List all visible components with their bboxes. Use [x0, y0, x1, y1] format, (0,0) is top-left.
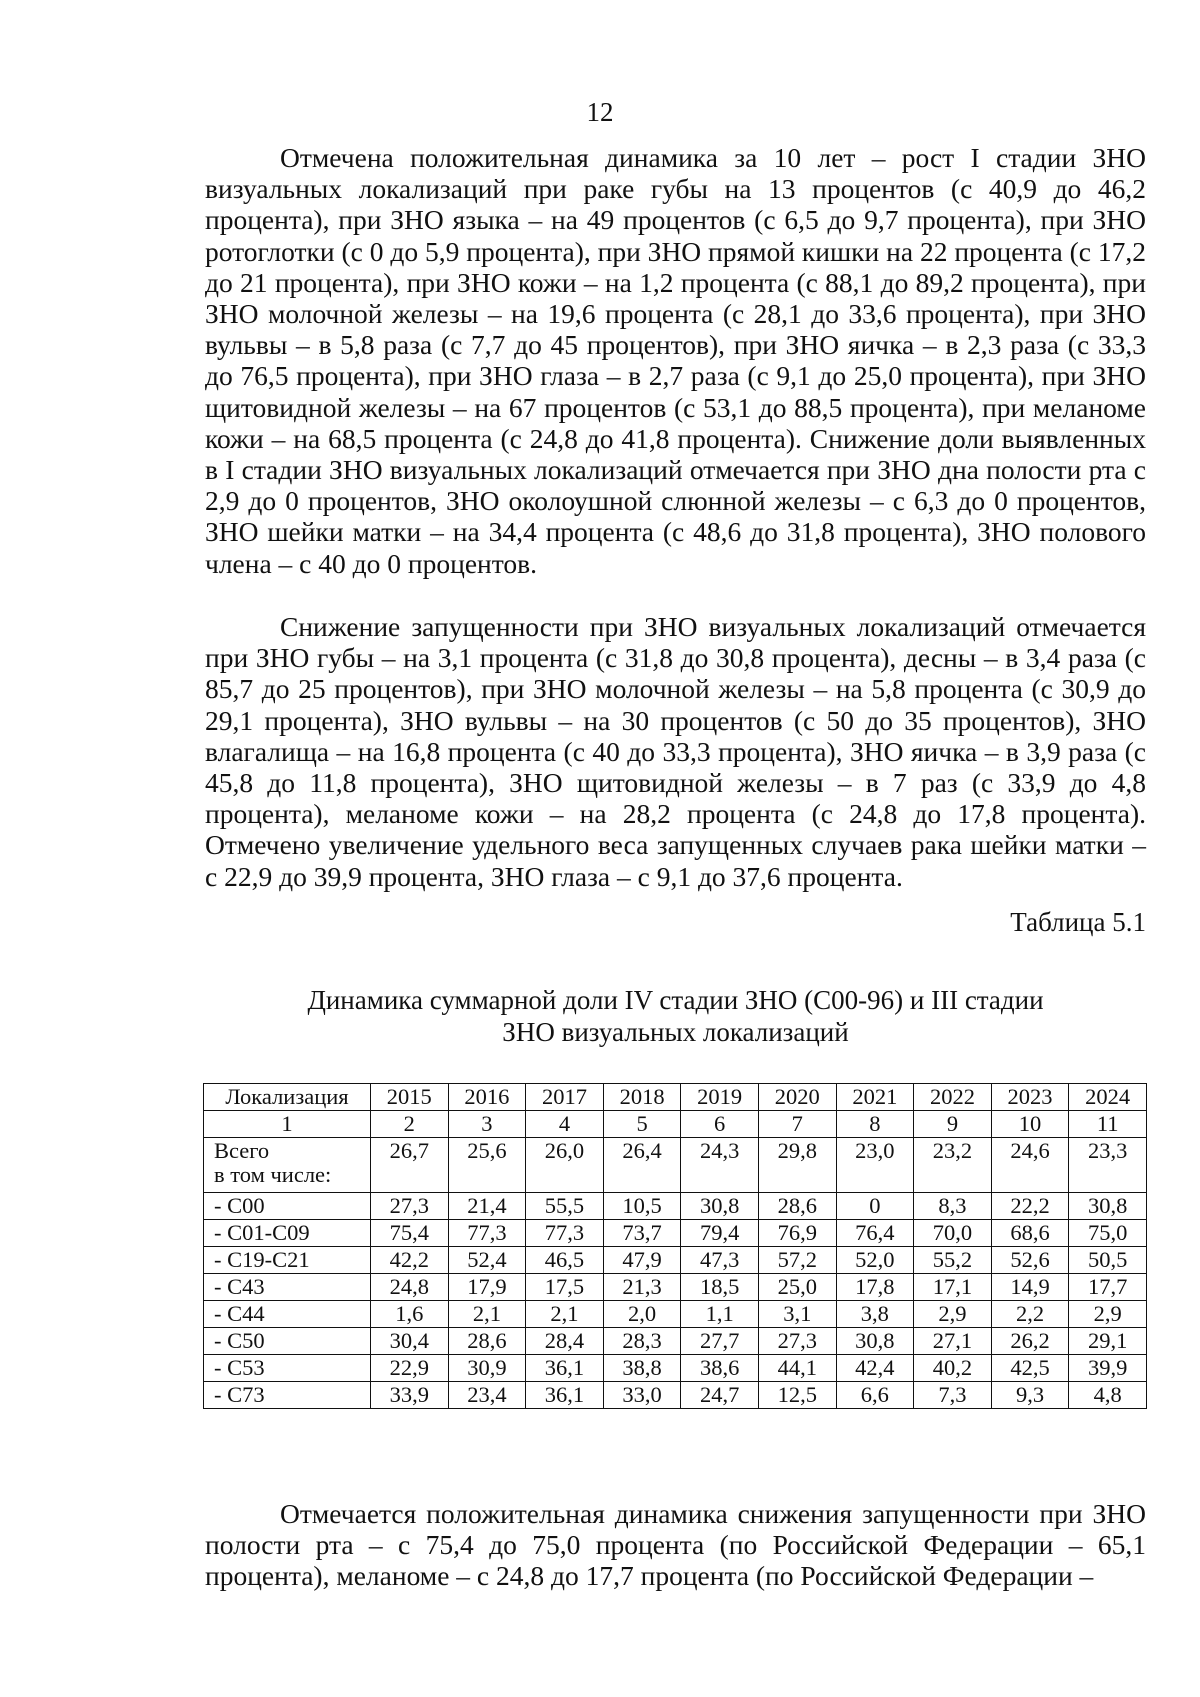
table-cell: 77,3 — [526, 1220, 604, 1247]
table-cell: 46,5 — [526, 1247, 604, 1274]
table-cell: 77,3 — [448, 1220, 526, 1247]
table-cell: 3,1 — [758, 1301, 836, 1328]
table-row — [204, 1355, 1147, 1382]
table-cell: 0 — [836, 1193, 914, 1220]
table-cell: 52,6 — [991, 1247, 1069, 1274]
table-cell: 42,4 — [836, 1355, 914, 1382]
table-cell: 24,6 — [991, 1138, 1069, 1193]
row-label-total — [204, 1138, 371, 1193]
table-cell: 25,0 — [758, 1274, 836, 1301]
table-cell: 33,0 — [603, 1382, 681, 1409]
table-cell: 52,0 — [836, 1247, 914, 1274]
table-cell: 23,2 — [914, 1138, 992, 1193]
table-cell: 22,2 — [991, 1193, 1069, 1220]
table-cell: 2,0 — [603, 1301, 681, 1328]
column-number-cell: 2 — [371, 1111, 449, 1138]
data-table — [203, 1083, 1147, 1409]
table-cell: 1,6 — [371, 1301, 449, 1328]
header-cell-year: 2023 — [991, 1084, 1069, 1111]
header-cell-localization: Локализация — [204, 1084, 371, 1111]
table-cell: 75,0 — [1069, 1220, 1147, 1247]
row-label: - С19-С21 — [204, 1247, 371, 1274]
table-cell: 3,8 — [836, 1301, 914, 1328]
column-number-row — [204, 1111, 1147, 1138]
column-number-cell: 7 — [758, 1111, 836, 1138]
table-cell: 36,1 — [526, 1382, 604, 1409]
row-label: - С50 — [204, 1328, 371, 1355]
table-cell: 30,4 — [371, 1328, 449, 1355]
table-cell: 28,6 — [448, 1328, 526, 1355]
table-row — [204, 1247, 1147, 1274]
table-cell: 52,4 — [448, 1247, 526, 1274]
table-header-row — [204, 1084, 1147, 1111]
table-cell: 38,6 — [681, 1355, 759, 1382]
row-label: - С73 — [204, 1382, 371, 1409]
column-number-cell: 9 — [914, 1111, 992, 1138]
header-cell-year: 2016 — [448, 1084, 526, 1111]
table-cell: 23,4 — [448, 1382, 526, 1409]
table-cell: 9,3 — [991, 1382, 1069, 1409]
table-cell: 73,7 — [603, 1220, 681, 1247]
table-cell: 23,3 — [1069, 1138, 1147, 1193]
table-cell: 29,1 — [1069, 1328, 1147, 1355]
table-cell: 24,3 — [681, 1138, 759, 1193]
column-number-cell: 11 — [1069, 1111, 1147, 1138]
table-cell: 50,5 — [1069, 1247, 1147, 1274]
text-block-3 — [205, 1498, 1146, 1592]
table-cell: 24,7 — [681, 1382, 759, 1409]
table-cell: 42,2 — [371, 1247, 449, 1274]
table-cell: 79,4 — [681, 1220, 759, 1247]
header-cell-year: 2019 — [681, 1084, 759, 1111]
column-number-cell: 4 — [526, 1111, 604, 1138]
table-cell: 33,9 — [371, 1382, 449, 1409]
table-cell: 36,1 — [526, 1355, 604, 1382]
column-number-cell: 5 — [603, 1111, 681, 1138]
table-cell: 4,8 — [1069, 1382, 1147, 1409]
table-cell: 17,7 — [1069, 1274, 1147, 1301]
table-cell: 17,5 — [526, 1274, 604, 1301]
table-label: Таблица 5.1 — [1010, 907, 1146, 937]
table-cell: 24,8 — [371, 1274, 449, 1301]
table-title — [205, 984, 1146, 1048]
table-cell: 27,1 — [914, 1328, 992, 1355]
paragraph: Снижение запущенности при ЗНО визуальных локализаций отмечается при ЗНО губы – на 3,1 процента (с 31,8 до 30,8 процента), десны – в 3,4 раза (с 85,7 до 25 процентов), при ЗНО молочной железы – на 5,8 процента (с 30,9 до 29,1 процента), ЗНО вульвы – на 30 процентов (с 50 до 35 процентов), ЗНО влагалища – на 16,8 процента (с 40 до 33,3 процента), ЗНО яичка – в 3,9 раза (с 45,8 до 11,8 процента), ЗНО щитовидной железы – в 7 раз (с 33,9 до 4,8 процента), меланоме кожи – на 28,2 процента (с 24,8 до 17,8 процента). Отмечено увеличение удельного веса запущенных случаев рака шейки матки – с 22,9 до 39,9 процента, ЗНО глаза – с 9,1 до 37,6 процента. — [205, 611, 1146, 892]
text-block-1 — [205, 142, 1146, 579]
table-cell: 44,1 — [758, 1355, 836, 1382]
table-cell: 27,3 — [758, 1328, 836, 1355]
table-row — [204, 1382, 1147, 1409]
table-title-line: Динамика суммарной доли IV стадии ЗНО (С00-96) и III стадии — [307, 985, 1044, 1015]
table-cell: 76,4 — [836, 1220, 914, 1247]
row-label-line: Всего — [214, 1138, 270, 1163]
header-cell-year: 2022 — [914, 1084, 992, 1111]
column-number-cell: 3 — [448, 1111, 526, 1138]
table-row — [204, 1274, 1147, 1301]
column-number-cell: 1 — [204, 1111, 371, 1138]
table-cell: 42,5 — [991, 1355, 1069, 1382]
table-cell: 26,2 — [991, 1328, 1069, 1355]
table-cell: 21,3 — [603, 1274, 681, 1301]
table-cell: 30,8 — [1069, 1193, 1147, 1220]
header-cell-year: 2015 — [371, 1084, 449, 1111]
table-cell: 68,6 — [991, 1220, 1069, 1247]
page-number: 12 — [586, 97, 614, 127]
table-row — [204, 1301, 1147, 1328]
column-number-cell: 8 — [836, 1111, 914, 1138]
table-cell: 38,8 — [603, 1355, 681, 1382]
table-cell: 2,1 — [526, 1301, 604, 1328]
table-cell: 12,5 — [758, 1382, 836, 1409]
column-number-cell: 10 — [991, 1111, 1069, 1138]
table-cell: 30,8 — [836, 1328, 914, 1355]
table-cell: 10,5 — [603, 1193, 681, 1220]
table-cell: 22,9 — [371, 1355, 449, 1382]
table-cell: 17,8 — [836, 1274, 914, 1301]
table-cell: 2,9 — [1069, 1301, 1147, 1328]
table-title-line: ЗНО визуальных локализаций — [502, 1017, 849, 1047]
table-cell: 2,9 — [914, 1301, 992, 1328]
table-cell: 47,9 — [603, 1247, 681, 1274]
header-cell-year: 2018 — [603, 1084, 681, 1111]
table-cell: 1,1 — [681, 1301, 759, 1328]
table-cell: 8,3 — [914, 1193, 992, 1220]
row-label-line: в том числе: — [214, 1162, 332, 1187]
table-cell: 27,7 — [681, 1328, 759, 1355]
row-label: - С53 — [204, 1355, 371, 1382]
column-number-cell: 6 — [681, 1111, 759, 1138]
table-cell: 14,9 — [991, 1274, 1069, 1301]
row-label: - С43 — [204, 1274, 371, 1301]
table-cell: 28,6 — [758, 1193, 836, 1220]
row-label: - С01-С09 — [204, 1220, 371, 1247]
table-cell: 26,7 — [371, 1138, 449, 1193]
text-block-2 — [205, 611, 1146, 892]
table-cell: 2,2 — [991, 1301, 1069, 1328]
table-cell: 55,5 — [526, 1193, 604, 1220]
table-cell: 23,0 — [836, 1138, 914, 1193]
table-cell: 28,4 — [526, 1328, 604, 1355]
table-cell: 6,6 — [836, 1382, 914, 1409]
table-cell: 40,2 — [914, 1355, 992, 1382]
table-cell: 7,3 — [914, 1382, 992, 1409]
table-cell: 70,0 — [914, 1220, 992, 1247]
table-cell: 30,8 — [681, 1193, 759, 1220]
table-cell: 39,9 — [1069, 1355, 1147, 1382]
table-cell: 27,3 — [371, 1193, 449, 1220]
header-cell-year: 2021 — [836, 1084, 914, 1111]
table-cell: 18,5 — [681, 1274, 759, 1301]
table-row — [204, 1220, 1147, 1247]
row-label: - С44 — [204, 1301, 371, 1328]
paragraph: Отмечена положительная динамика за 10 лет – рост I стадии ЗНО визуальных локализаций при раке губы на 13 процентов (с 40,9 до 46,2 процента), при ЗНО языка – на 49 процентов (с 6,5 до 9,7 процента), при ЗНО ротоглотки (с 0 до 5,9 процента), при ЗНО прямой кишки на 22 процента (с 17,2 до 21 процента), при ЗНО кожи – на 1,2 процента (с 88,1 до 89,2 процента), при ЗНО молочной железы – на 19,6 процента (с 28,1 до 33,6 процента), при ЗНО вульвы – в 5,8 раза (с 7,7 до 45 процентов), при ЗНО яичка – в 2,3 раза (с 33,3 до 76,5 процента), при ЗНО глаза – в 2,7 раза (с 9,1 до 25,0 процента), при ЗНО щитовидной железы – на 67 процентов (с 53,1 до 88,5 процента), при меланоме кожи – на 68,5 процента (с 24,8 до 41,8 процента). Снижение доли выявленных в I стадии ЗНО визуальных локализаций отмечается при ЗНО дна полости рта с 2,9 до 0 процентов, ЗНО околоушной слюнной железы – с 6,3 до 0 процентов, ЗНО шейки матки – на 34,4 процента (с 48,6 до 31,8 процента), ЗНО полового члена – с 40 до 0 процентов. — [205, 142, 1146, 579]
table-cell: 2,1 — [448, 1301, 526, 1328]
table-cell: 30,9 — [448, 1355, 526, 1382]
table-cell: 76,9 — [758, 1220, 836, 1247]
paragraph: Отмечается положительная динамика снижения запущенности при ЗНО полости рта – с 75,4 до 75,0 процента (по Российской Федерации – 65,1 процента), меланоме – с 24,8 до 17,7 процента (по Российской Федерации – — [205, 1498, 1146, 1592]
table-cell: 26,0 — [526, 1138, 604, 1193]
table-cell: 29,8 — [758, 1138, 836, 1193]
table-cell: 75,4 — [371, 1220, 449, 1247]
table-cell: 26,4 — [603, 1138, 681, 1193]
header-cell-year: 2017 — [526, 1084, 604, 1111]
table-row-total — [204, 1138, 1147, 1193]
header-cell-year: 2020 — [758, 1084, 836, 1111]
table-row — [204, 1193, 1147, 1220]
table-cell: 17,9 — [448, 1274, 526, 1301]
table-cell: 57,2 — [758, 1247, 836, 1274]
table-cell: 21,4 — [448, 1193, 526, 1220]
row-label: - С00 — [204, 1193, 371, 1220]
table-cell: 47,3 — [681, 1247, 759, 1274]
table-cell: 55,2 — [914, 1247, 992, 1274]
table-cell: 28,3 — [603, 1328, 681, 1355]
table-cell: 25,6 — [448, 1138, 526, 1193]
header-cell-year: 2024 — [1069, 1084, 1147, 1111]
table-row — [204, 1328, 1147, 1355]
table-cell: 17,1 — [914, 1274, 992, 1301]
